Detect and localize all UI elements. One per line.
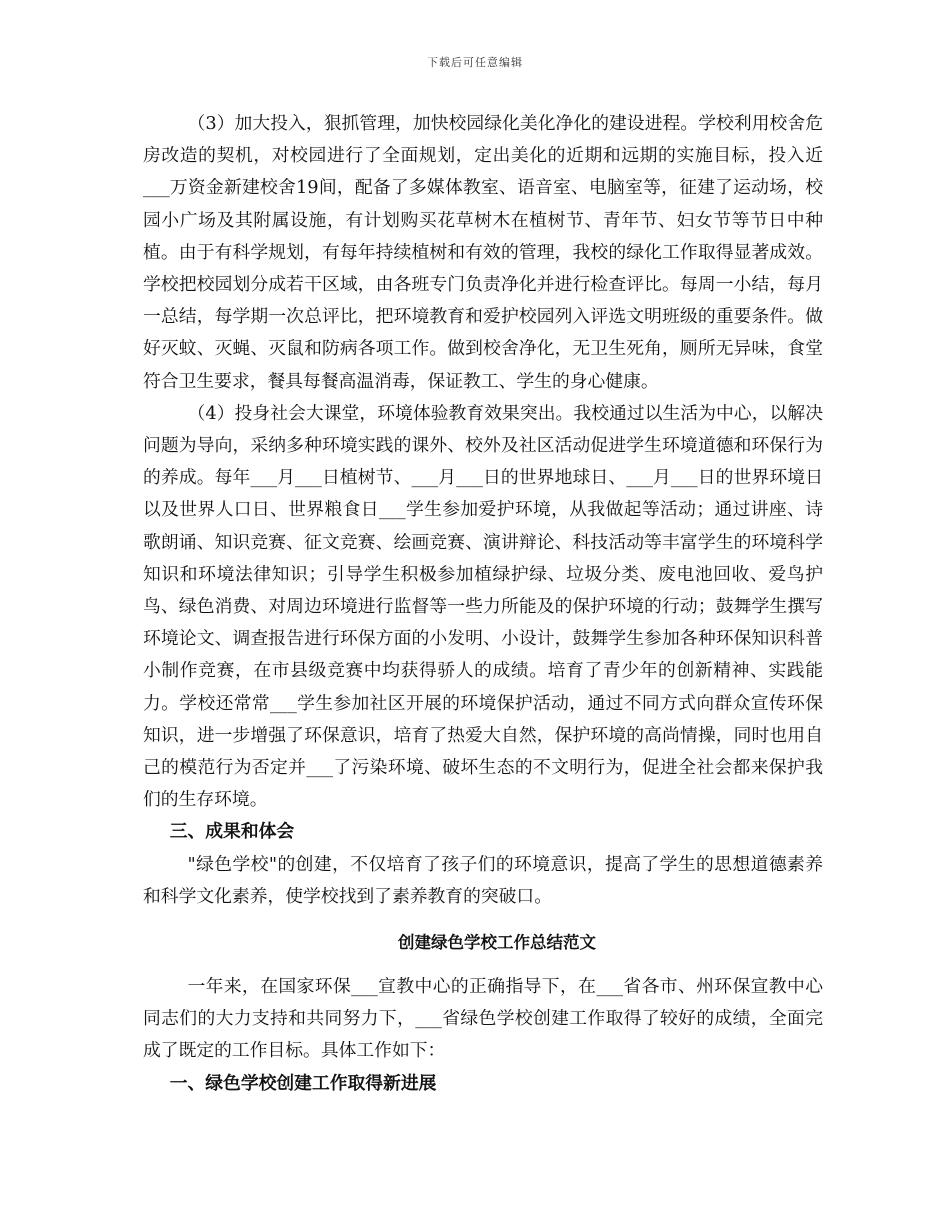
page-header: 下载后可任意编辑 xyxy=(427,56,523,69)
paragraph-intro: 一年来，在国家环保___宣教中心的正确指导下，在___省各市、州环保宣教中心同志们的大力支持和共同努力下，___省绿色学校创建工作取得了较好的成绩，全面完成了既定的工作目标。具体工作如下： xyxy=(143,976,823,1062)
document-body xyxy=(143,108,823,1100)
section-heading-results: 三、成果和体会 xyxy=(169,821,295,843)
paragraph-campus-greening: （3）加大投入，狠抓管理，加快校园绿化美化净化的建设进程。学校利用校舍危房改造的契机，对校园进行了全面规划，定出美化的近期和远期的实施目标，投入近___万资金新建校舍19间，配备了多媒体教室、语音室、电脑室等，征建了运动场，校园小广场及其附属设施，有计划购买花草树木在植树节、青年节、妇女节等节日中种植。由于有科学规划，有每年持续植树和有效的管理，我校的绿化工作取得显著成效。学校把校园划分成若干区域，由各班专门负责净化并进行检查评比。每周一小结，每月一总结，每学期一次总评比，把环境教育和爱护校园列入评选文明班级的重要条件。做好灭蚊、灭蝇、灭鼠和防病各项工作。做到校舍净化，无卫生死角，厕所无异味，食堂符合卫生要求，餐具每餐高温消毒，保证教工、学生的身心健康。 xyxy=(143,113,823,392)
document-title: 创建绿色学校工作总结范文 xyxy=(398,933,596,953)
paragraph-environmental-education: （4）投身社会大课堂，环境体验教育效果突出。我校通过以生活为中心，以解决问题为导向，采纳多种环境实践的课外、校外及社区活动促进学生环境道德和环保行为的养成。每年___月___日植树节、___月___日的世界地球日、___月___日的世界环境日以及世界人口日、世界粮食日___学生参加爱护环境，从我做起等活动；通过讲座、诗歌朗诵、知识竞赛、征文竞赛、绘画竞赛、演讲辩论、科技活动等丰富学生的环境科学知识和环境法律知识；引导学生积极参加植绿护绿、垃圾分类、废电池回收、爱鸟护鸟、绿色消费、对周边环境进行监督等一些力所能及的保护环境的行动；鼓舞学生撰写环境论文、调查报告进行环保方面的小发明、小设计，鼓舞学生参加各种环保知识科普小制作竞赛，在市县级竞赛中均获得骄人的成绩。培育了青少年的创新精神、实践能力。学校还常常___学生参加社区开展的环境保护活动，通过不同方式向群众宣传环保知识，进一步增强了环保意识，培育了热爱大自然，保护环境的高尚情操，同时也用自己的模范行为否定并___了污染环境、破坏生态的不文明行为，促进全社会都来保护我们的生存环境。 xyxy=(143,402,823,811)
paragraph-results: "绿色学校"的创建，不仅培育了孩子们的环境意识，提高了学生的思想道德素养和科学文化素养，使学校找到了素养教育的突破口。 xyxy=(143,853,823,907)
section-heading-progress: 一、绿色学校创建工作取得新进展 xyxy=(169,1072,437,1094)
